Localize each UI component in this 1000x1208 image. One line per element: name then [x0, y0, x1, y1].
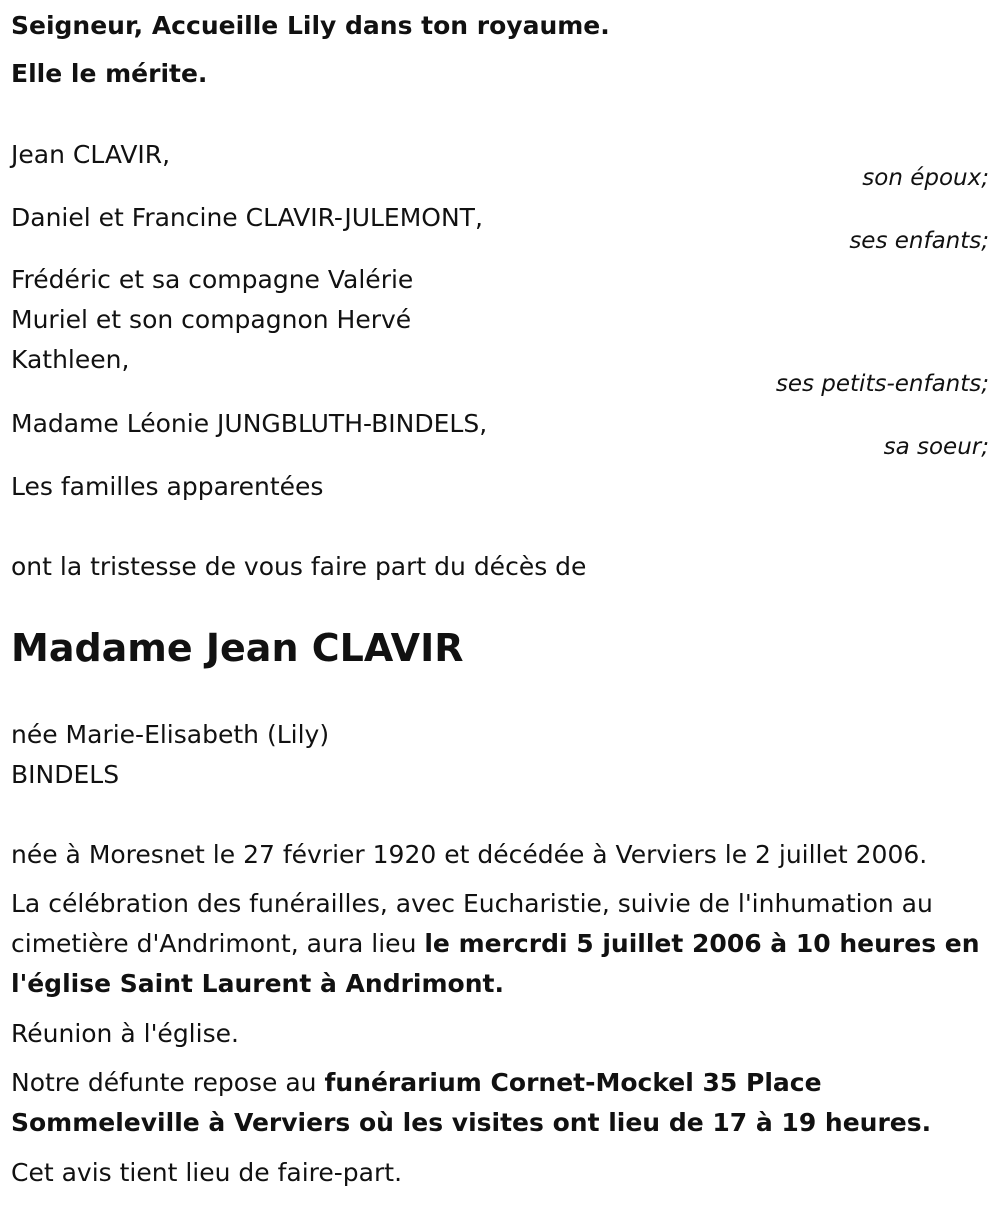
reunion-note: Réunion à l'église.: [11, 1019, 239, 1048]
ceremony-paragraph: [11, 884, 989, 1004]
closing-note: Cet avis tient lieu de faire-part.: [11, 1158, 403, 1187]
header-line-1: Seigneur, Accueille Lily dans ton royaume.: [11, 11, 610, 40]
children-role: ses enfants;: [849, 228, 989, 254]
birth-name-line-1: née Marie-Elisabeth (Lily): [11, 720, 330, 749]
ceremony-details: le mercrdi 5 juillet 2006 à 10 heures en l'église Saint Laurent à Andrimont.: [11, 929, 980, 998]
grandchild-line-2: Muriel et son compagnon Hervé: [11, 305, 412, 334]
spouse-role: son époux;: [862, 165, 989, 191]
spouse-name: Jean CLAVIR,: [11, 140, 171, 169]
intro-sentence: ont la tristesse de vous faire part du décès de: [11, 552, 587, 581]
life-dates: née à Moresnet le 27 février 1920 et décédée à Verviers le 2 juillet 2006.: [11, 840, 928, 869]
sister-name: Madame Léonie JUNGBLUTH-BINDELS,: [11, 409, 488, 438]
visitation-details: funérarium Cornet-Mockel 35 Place Sommeleville à Verviers où les visites ont lieu de 17 à 19 heures.: [11, 1068, 932, 1137]
grandchild-line-3: Kathleen,: [11, 345, 130, 374]
relatives: Les familles apparentées: [11, 472, 324, 501]
grandchild-line-1: Frédéric et sa compagne Valérie: [11, 265, 414, 294]
visitation-paragraph: [11, 1063, 989, 1143]
header-line-2: Elle le mérite.: [11, 59, 208, 88]
children-name: Daniel et Francine CLAVIR-JULEMONT,: [11, 203, 483, 232]
visitation-text: Notre défunte repose au: [11, 1068, 325, 1097]
birth-name-line-2: BINDELS: [11, 760, 120, 789]
grandchildren-role: ses petits-enfants;: [775, 371, 989, 397]
sister-role: sa soeur;: [883, 434, 989, 460]
deceased-name: Madame Jean CLAVIR: [11, 626, 464, 670]
ceremony-text: La célébration des funérailles, avec Eucharistie, suivie de l'inhumation au cimetière d'Andrimont, aura lieu: [11, 889, 933, 958]
